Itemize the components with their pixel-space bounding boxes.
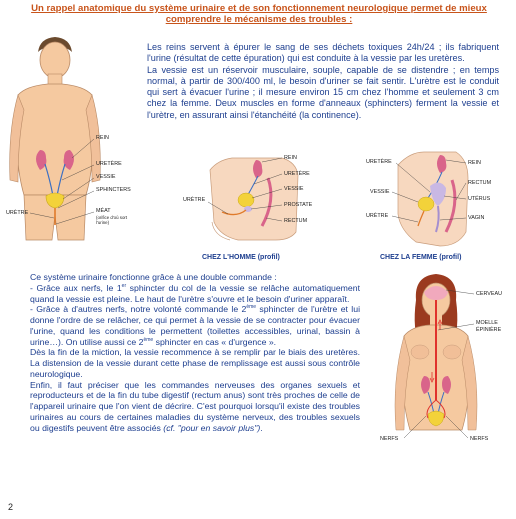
label-profile-man-uretre: URÈTRE	[183, 197, 206, 203]
label-profile-woman-uterus: UTÉRUS	[468, 196, 491, 202]
label-uretere: URETÈRE	[96, 161, 122, 167]
label-nerfs-left: NERFS	[380, 436, 399, 442]
label-meat: MÉAT	[96, 208, 111, 214]
label-sphincters: SPHINCTERS	[96, 187, 131, 193]
label-cerveau: CERVEAU	[476, 291, 502, 297]
intro-paragraph-2: La vessie est un réservoir musculaire, souple, capable de se distendre ; en temps normal, à partir de 300/400 ml, le besoin d'uriner se fait sentir. L'urètre est le conduit qui sert à évacuer l'urine ; il mesure environ 15 cm chez l'homme et seulement 3 cm chez la femme. Deux muscles en forme d'anneaux (sphincters) ferment la vessie et l'urètre, en assurant ainsi l'étanchéité (la continence).	[147, 64, 499, 120]
label-profile-man-rein: REIN	[284, 155, 297, 161]
label-vessie: VESSIE	[96, 174, 116, 180]
label-nerfs-right: NERFS	[470, 436, 489, 442]
label-profile-woman-vessie: VESSIE	[370, 189, 390, 195]
intro-paragraph-1: Les reins servent à épurer le sang de ses déchets toxiques 24h/24 ; ils fabriquent l'urine (résultat de cette épuration) qui est conduite à la vessie par les uretères.	[147, 42, 499, 64]
caption-woman-profile: CHEZ LA FEMME (profil)	[380, 254, 462, 261]
page-title: Un rappel anatomique du système urinaire et de son fonctionnement neurologique permet de mieux comprendre le mécanisme des troubles :	[31, 3, 487, 25]
caption-man-profile: CHEZ L'HOMME (profil)	[202, 254, 280, 261]
label-profile-woman-uretre: URÈTRE	[366, 213, 389, 219]
label-profile-man-uretere: URETÈRE	[284, 171, 310, 177]
label-profile-woman-vagin: VAGIN	[468, 215, 485, 221]
body-text	[30, 272, 360, 433]
label-profile-man-rectum: RECTUM	[284, 218, 308, 224]
body-paragraph-refill: Dès la fin de la miction, la vessie recommence à se remplir par le biais des uretères. La distension de la vessie durant cette phase de remplissage est aussi sous contrôle neurologique.	[30, 347, 360, 379]
label-uretre: URÈTRE	[6, 210, 29, 216]
woman-profile-illustration	[392, 152, 468, 246]
label-moelle: MOELLE	[476, 320, 498, 326]
label-rein: REIN	[96, 135, 109, 141]
label-profile-woman-rein: REIN	[468, 160, 481, 166]
label-profile-woman-uretere: URETÈRE	[366, 159, 392, 165]
body-paragraph-intro: Ce système urinaire fonctionne grâce à une double commande :	[30, 272, 277, 282]
body-paragraph-nerves: - Grâce aux nerfs, le 1er sphincter du col de la vessie se relâche automatiquement quand la vessie est pleine. Le haut de l'urètre s'ouvre et le besoin d'uriner apparaît.	[30, 282, 360, 304]
reference-link-text: (cf. "pour en savoir plus")	[163, 422, 261, 433]
label-profile-man-vessie: VESSIE	[284, 186, 304, 192]
body-paragraph-conclusion: Enfin, il faut préciser que les commandes nerveuses des organes sexuels et reproducteurs et de la fin du tube digestif (rectum anus) sont très proches de celle de l'appareil urinaire que l'on vient de décrire. C'est pourquoi lorsqu'il existe des troubles urinaires au cours de certaines maladies du système nerveux, des troubles sexuels ou digestifs peuvent être associés (cf. "pour en savoir plus").	[30, 379, 360, 433]
label-meat-note: (orifice d'où sort l'urine)	[96, 215, 128, 225]
nervous-system-illustration	[395, 274, 477, 438]
body-paragraph-will: - Grâce à d'autres nerfs, notre volonté commande le 2ème sphincter de l'urètre et lui donne l'ordre de se relâcher, ce qui permet à la vessie de se contracter pour évacuer l'urine, quand les conditions le permettent (toilettes accessibles, urinal, bassin à urine…). On utilise aussi ce 2ème sphincter en cas « d'urgence ».	[30, 304, 360, 347]
label-profile-woman-rectum: RECTUM	[468, 180, 492, 186]
label-profile-man-prostate: PROSTATE	[284, 202, 313, 208]
page-number: 2	[8, 502, 14, 512]
label-epiniere: ÉPINIÈRE	[476, 327, 502, 333]
